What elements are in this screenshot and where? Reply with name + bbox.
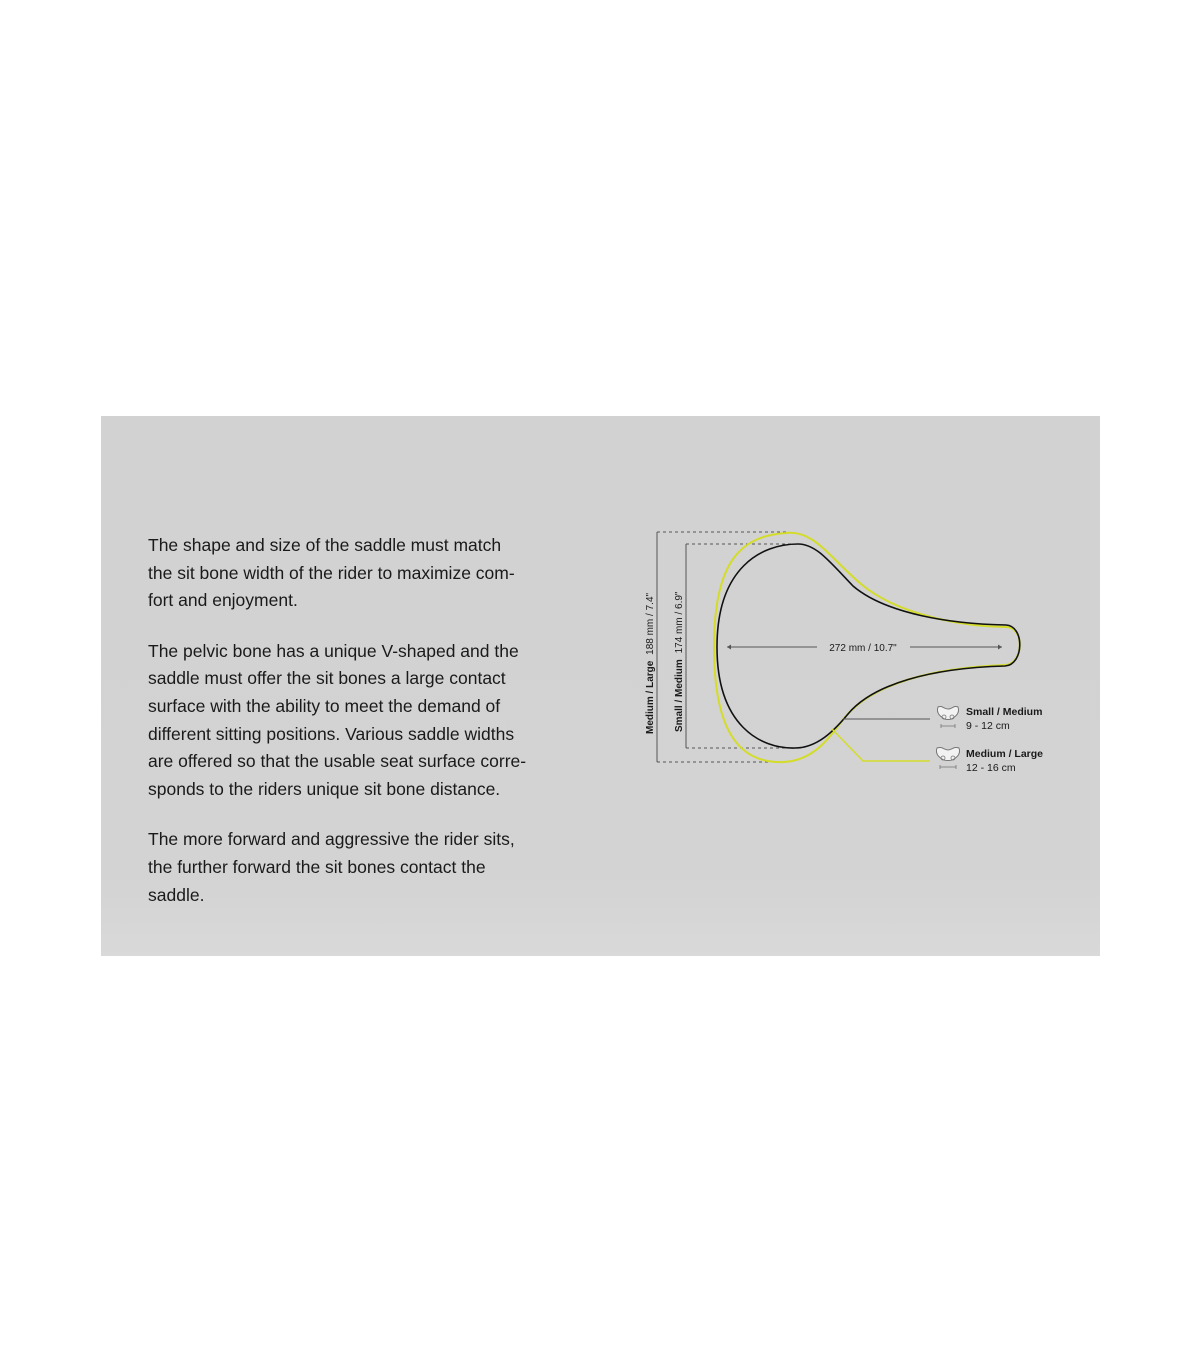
width-label-medium-large — [645, 593, 656, 735]
width-size-medium-large: Medium / Large — [645, 660, 656, 734]
width-size-small-medium: Small / Medium — [674, 659, 685, 732]
pelvis-icon — [937, 706, 958, 728]
legend-range-medium-large: 12 - 16 cm — [966, 762, 1016, 774]
legend-small-medium — [937, 706, 1042, 732]
pelvis-icon — [936, 747, 959, 769]
leader-line-medium-large — [832, 729, 930, 761]
width-value-medium-large: 188 mm / 7.4" — [645, 592, 656, 655]
saddle-info-panel — [101, 416, 1100, 956]
saddle-size-diagram — [101, 416, 1100, 956]
legend-range-small-medium: 9 - 12 cm — [966, 720, 1010, 732]
dimension-length — [727, 643, 1002, 654]
paragraph-shape-size: The shape and size of the saddle must match the sit bone width of the rider to maximize com- fort and enjoyment. — [148, 535, 515, 611]
width-label-small-medium — [674, 591, 685, 732]
legend-title-small-medium: Small / Medium — [966, 706, 1043, 718]
paragraph-pelvic-bone: The pelvic bone has a unique V-shaped and the saddle must offer the sit bones a large contact surface with the ability to meet the demand of different sitting positions. Various saddle widths are offered so that the usable seat surface corre- sponds to the riders unique sit bone distance. — [148, 640, 527, 799]
length-label: 272 mm / 10.7" — [829, 643, 897, 654]
dimension-small-medium — [674, 544, 801, 748]
legend-title-medium-large: Medium / Large — [966, 748, 1044, 760]
paragraph-forward-position: The more forward and aggressive the rider sits, the further forward the sit bones contact the saddle. — [148, 829, 515, 905]
legend-medium-large — [936, 747, 1043, 774]
width-value-small-medium: 174 mm / 6.9" — [674, 591, 685, 654]
